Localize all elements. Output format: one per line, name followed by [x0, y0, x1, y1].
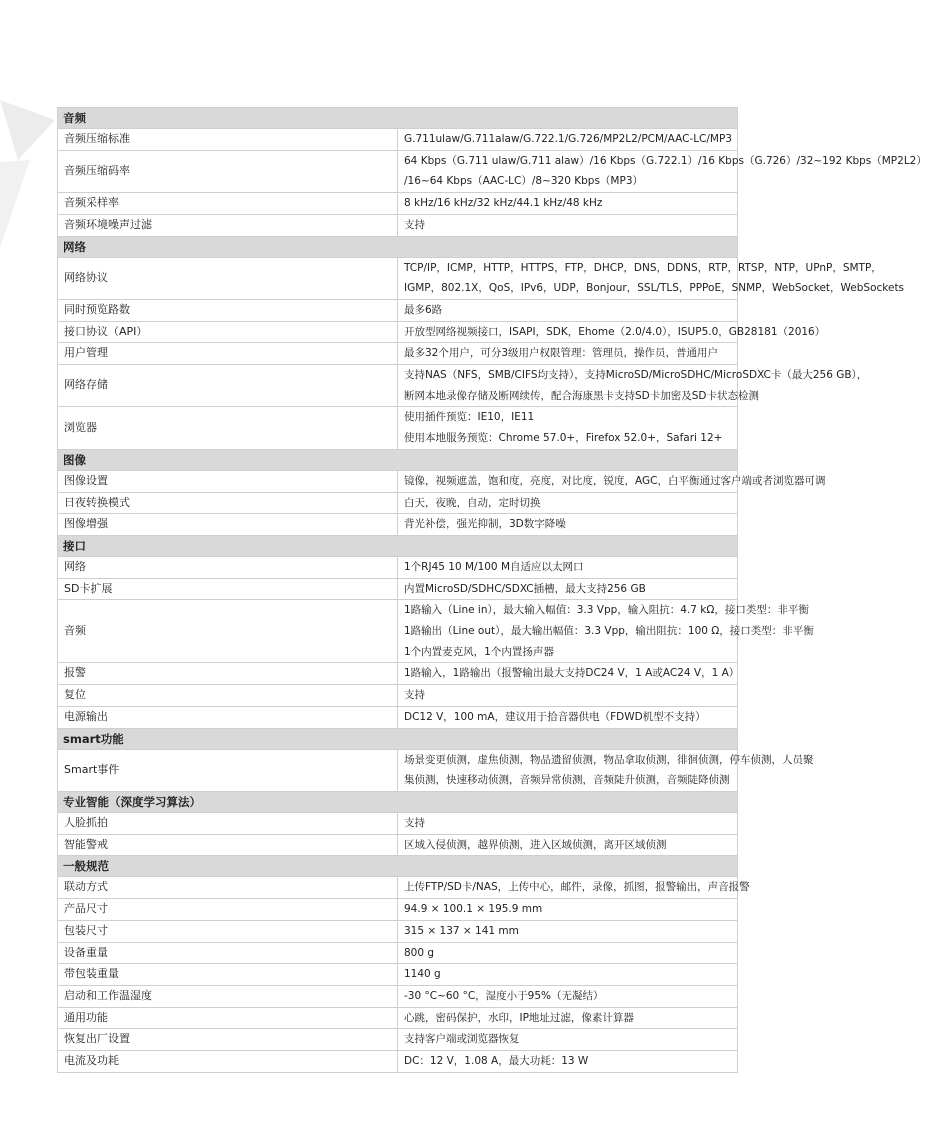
spec-label: 音频环境噪声过滤	[58, 214, 398, 236]
spec-value-line: 上传FTP/SD卡/NAS，上传中心，邮件，录像，抓图，报警输出，声音报警	[404, 881, 750, 894]
spec-value-line: 内置MicroSD/SDHC/SDXC插槽，最大支持256 GB	[404, 582, 646, 595]
spec-label: 图像增强	[58, 514, 398, 536]
spec-row	[58, 492, 738, 514]
spec-row	[58, 193, 738, 215]
spec-label: 图像设置	[58, 470, 398, 492]
spec-row	[58, 942, 738, 964]
spec-row	[58, 1007, 738, 1029]
spec-value-line: DC：12 V，1.08 A，最大功耗：13 W	[404, 1055, 589, 1068]
spec-label: 电源输出	[58, 706, 398, 728]
spec-value	[398, 193, 738, 215]
spec-table-body	[58, 108, 927, 1073]
spec-label: 日夜转换模式	[58, 492, 398, 514]
spec-row	[58, 257, 738, 299]
spec-value	[398, 514, 738, 536]
spec-value-line: 1个内置麦克风，1个内置扬声器	[404, 645, 554, 658]
spec-value-line: 1140 g	[404, 968, 441, 981]
section-header	[58, 856, 738, 877]
spec-value	[398, 578, 738, 600]
spec-value-line: 白天，夜晚，自动，定时切换	[404, 496, 541, 509]
spec-value-line: IGMP，802.1X，QoS，IPv6，UDP，Bonjour，SSL/TLS，PPPoE，SNMP，WebSocket，WebSockets	[404, 282, 905, 295]
spec-value	[398, 1029, 738, 1051]
spec-value-line: 支持	[404, 689, 425, 702]
section-header	[58, 449, 738, 470]
spec-row	[58, 964, 738, 986]
spec-value	[398, 1051, 738, 1073]
section-header	[58, 535, 738, 556]
spec-label: 网络	[58, 556, 398, 578]
spec-value	[398, 365, 868, 407]
spec-value	[398, 600, 814, 663]
spec-value-line: 800 g	[404, 946, 435, 959]
spec-row	[58, 663, 738, 685]
spec-label: 浏览器	[58, 407, 398, 449]
section-title: 网络	[58, 236, 738, 257]
spec-value-line: 心跳，密码保护，水印，IP地址过滤，像素计算器	[404, 1011, 634, 1024]
spec-row	[58, 214, 738, 236]
spec-row	[58, 514, 738, 536]
spec-row	[58, 365, 738, 407]
spec-value-line: 区域入侵侦测，越界侦测，进入区域侦测，离开区域侦测	[404, 838, 667, 851]
spec-row	[58, 578, 738, 600]
spec-value-line: 94.9 × 100.1 × 195.9 mm	[404, 903, 543, 916]
spec-value	[398, 556, 738, 578]
spec-label: 包装尺寸	[58, 920, 398, 942]
spec-label: 人脸抓拍	[58, 812, 398, 834]
spec-label: 智能警戒	[58, 834, 398, 856]
spec-value	[398, 1007, 738, 1029]
spec-row	[58, 343, 738, 365]
spec-value	[398, 407, 738, 449]
spec-row	[58, 556, 738, 578]
spec-row	[58, 321, 738, 343]
spec-value	[398, 129, 738, 151]
spec-row	[58, 749, 738, 791]
spec-row	[58, 920, 738, 942]
spec-row	[58, 685, 738, 707]
spec-row	[58, 129, 738, 151]
spec-value-line: TCP/IP，ICMP，HTTP，HTTPS，FTP，DHCP，DNS，DDNS，RTP，RTSP，NTP，UPnP，SMTP，	[404, 261, 882, 274]
spec-value-line: 支持NAS（NFS，SMB/CIFS均支持），支持MicroSD/MicroSDHC/MicroSDXC卡（最大256 GB），	[404, 369, 868, 382]
spec-row	[58, 1051, 738, 1073]
section-title: 音频	[58, 108, 738, 129]
spec-value-line: 支持	[404, 218, 425, 231]
spec-label: 用户管理	[58, 343, 398, 365]
spec-value-line: 使用插件预览：IE10，IE11	[404, 411, 535, 424]
spec-value-line: 1路输入（Line in），最大输入幅值：3.3 Vpp，输入阻抗：4.7 kΩ，接口类型：非平衡	[404, 604, 809, 617]
spec-label: 带包装重量	[58, 964, 398, 986]
spec-value	[398, 985, 738, 1007]
spec-row	[58, 150, 738, 192]
section-title: 专业智能（深度学习算法）	[58, 791, 738, 812]
spec-label: 网络协议	[58, 257, 398, 299]
spec-label: Smart事件	[58, 749, 398, 791]
section-title: 一般规范	[58, 856, 738, 877]
spec-value-line: -30 °C~60 °C，湿度小于95%（无凝结）	[404, 989, 604, 1002]
spec-value-line: 背光补偿，强光抑制，3D数字降噪	[404, 518, 566, 531]
spec-label: SD卡扩展	[58, 578, 398, 600]
spec-value-line: 1路输入，1路输出（报警输出最大支持DC24 V，1 A或AC24 V，1 A）	[404, 667, 740, 680]
spec-label: 音频采样率	[58, 193, 398, 215]
spec-value-line: 断网本地录像存储及断网续传，配合海康黑卡支持SD卡加密及SD卡状态检测	[404, 389, 759, 402]
spec-value-line: 1路输出（Line out），最大输出幅值：3.3 Vpp，输出阻抗：100 Ω，接口类型：非平衡	[404, 625, 814, 638]
spec-value-line: 开放型网络视频接口，ISAPI，SDK，Ehome（2.0/4.0），ISUP5.0，GB28181（2016）	[404, 325, 826, 338]
spec-value-line: 最多6路	[404, 303, 443, 316]
spec-label: 产品尺寸	[58, 899, 398, 921]
spec-label: 音频	[58, 600, 398, 663]
spec-value-line: 使用本地服务预览：Chrome 57.0+，Firefox 52.0+，Safari 12+	[404, 432, 723, 445]
spec-value	[398, 470, 826, 492]
spec-value-line: DC12 V，100 mA，建议用于拾音器供电（FDWD机型不支持）	[404, 710, 706, 723]
spec-row	[58, 299, 738, 321]
spec-label: 设备重量	[58, 942, 398, 964]
spec-value	[398, 899, 738, 921]
spec-label: 恢复出厂设置	[58, 1029, 398, 1051]
spec-label: 联动方式	[58, 877, 398, 899]
spec-label: 音频压缩标准	[58, 129, 398, 151]
spec-row	[58, 600, 738, 663]
spec-row	[58, 899, 738, 921]
spec-value	[398, 492, 738, 514]
section-header	[58, 108, 738, 129]
spec-label: 复位	[58, 685, 398, 707]
section-header	[58, 236, 738, 257]
spec-value-line: 315 × 137 × 141 mm	[404, 924, 519, 937]
spec-table	[57, 107, 927, 1073]
spec-label: 电流及功耗	[58, 1051, 398, 1073]
spec-value	[398, 942, 738, 964]
spec-value	[398, 150, 927, 192]
spec-label: 接口协议（API）	[58, 321, 398, 343]
spec-value-line: 镜像，视频遮盖，饱和度，亮度，对比度，锐度，AGC，白平衡通过客户端或者浏览器可调	[404, 474, 826, 487]
spec-value-line: 最多32个用户，可分3级用户权限管理：管理员，操作员，普通用户	[404, 347, 719, 360]
spec-value	[398, 834, 738, 856]
spec-value-line: 64 Kbps（G.711 ulaw/G.711 alaw）/16 Kbps（G.722.1）/16 Kbps（G.726）/32~192 Kbps（MP2L2）	[404, 154, 927, 167]
spec-value	[398, 706, 738, 728]
spec-value	[398, 321, 826, 343]
spec-value	[398, 812, 738, 834]
spec-value	[398, 964, 738, 986]
spec-row	[58, 834, 738, 856]
spec-value	[398, 749, 814, 791]
section-title: smart功能	[58, 728, 738, 749]
section-header	[58, 728, 738, 749]
spec-value	[398, 920, 738, 942]
spec-row	[58, 985, 738, 1007]
spec-row	[58, 407, 738, 449]
spec-row	[58, 706, 738, 728]
section-title: 图像	[58, 449, 738, 470]
spec-row	[58, 877, 738, 899]
spec-value-line: 集侦测，快速移动侦测，音频异常侦测，音频陡升侦测，音频陡降侦测	[404, 774, 730, 787]
spec-row	[58, 812, 738, 834]
spec-value-line: /16~64 Kbps（AAC-LC）/8~320 Kbps（MP3）	[404, 175, 644, 188]
spec-value-line: 场景变更侦测，虚焦侦测，物品遗留侦测，物品拿取侦测，徘徊侦测，停车侦测，人员聚	[404, 753, 814, 766]
spec-value-line: G.711ulaw/G.711alaw/G.722.1/G.726/MP2L2/PCM/AAC-LC/MP3	[404, 133, 732, 145]
spec-value	[398, 685, 738, 707]
spec-label: 同时预览路数	[58, 299, 398, 321]
spec-value	[398, 877, 750, 899]
spec-label: 网络存储	[58, 365, 398, 407]
spec-value-line: 1个RJ45 10 M/100 M自适应以太网口	[404, 560, 584, 573]
section-title: 接口	[58, 535, 738, 556]
spec-value	[398, 343, 738, 365]
spec-value	[398, 299, 738, 321]
spec-value	[398, 663, 738, 685]
spec-row	[58, 1029, 738, 1051]
section-header	[58, 791, 738, 812]
spec-row	[58, 470, 738, 492]
spec-label: 报警	[58, 663, 398, 685]
spec-label: 启动和工作温湿度	[58, 985, 398, 1007]
spec-value-line: 支持	[404, 816, 425, 829]
spec-label: 通用功能	[58, 1007, 398, 1029]
spec-value	[398, 214, 738, 236]
spec-value	[398, 257, 905, 299]
spec-label: 音频压缩码率	[58, 150, 398, 192]
spec-value-line: 支持客户端或浏览器恢复	[404, 1033, 520, 1046]
spec-value-line: 8 kHz/16 kHz/32 kHz/44.1 kHz/48 kHz	[404, 197, 603, 210]
